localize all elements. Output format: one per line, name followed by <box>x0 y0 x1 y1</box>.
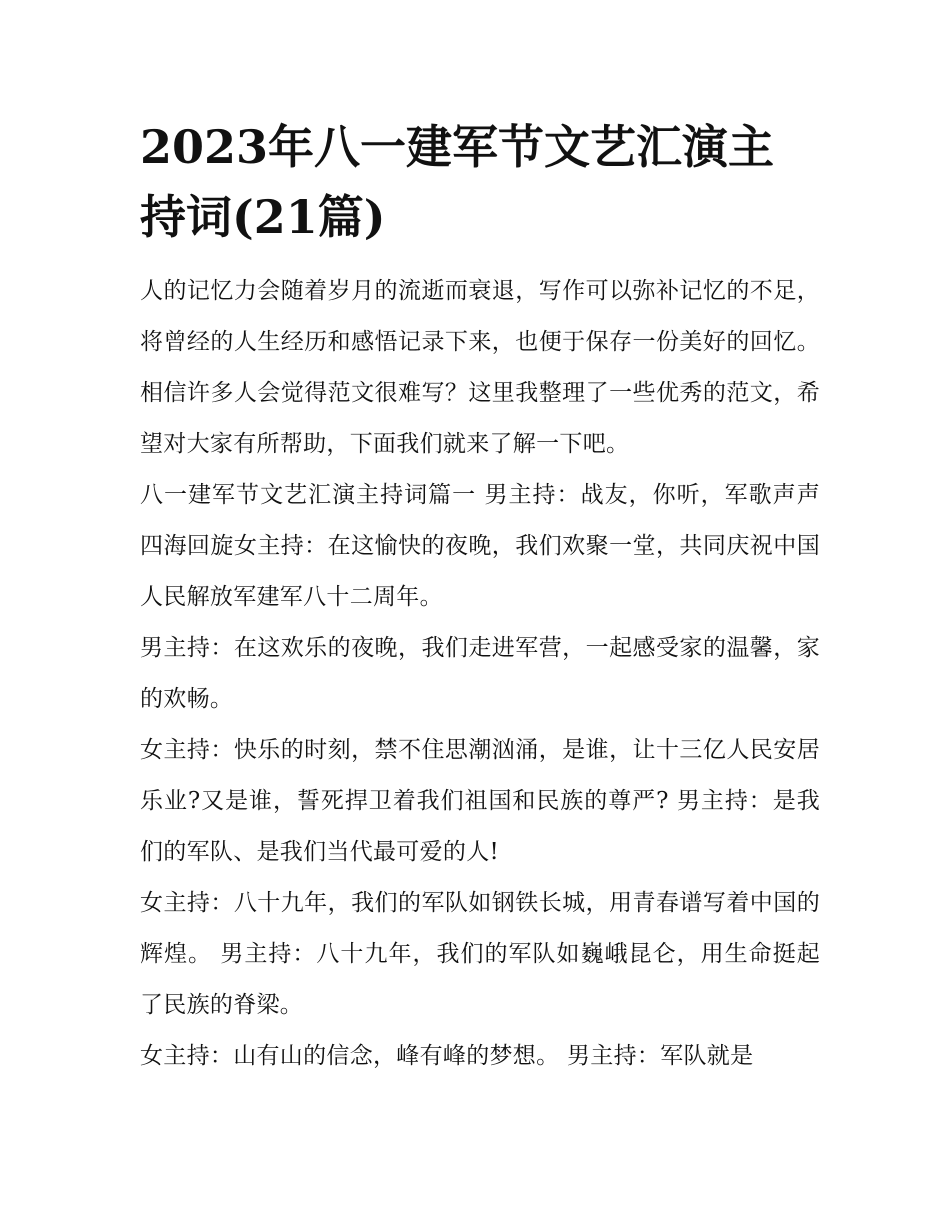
paragraph-5: 女主持：山有山的信念，峰有峰的梦想。 男主持：军队就是 <box>140 1043 754 1069</box>
paragraph-1: 八一建军节文艺汇演主持词篇一 男主持：战友，你听，军歌声声四海回旋女主持：在这愉快的夜晚，我们欢聚一堂，共同庆祝中国人民解放军建军八十二周年。 <box>140 482 820 610</box>
paragraph-4: 女主持：八十九年，我们的军队如钢铁长城，用青春谱写着中国的辉煌。 男主持：八十九年，我们的军队如巍峨昆仑，用生命挺起了民族的脊梁。 <box>140 890 820 1018</box>
paragraph-2: 男主持：在这欢乐的夜晚，我们走进军营，一起感受家的温馨，家的欢畅。 <box>140 635 820 712</box>
paragraph-intro: 人的记忆力会随着岁月的流逝而衰退，写作可以弥补记忆的不足，将曾经的人生经历和感悟记录下来，也便于保存一份美好的回忆。相信许多人会觉得范文很难写？这里我整理了一些优秀的范文，希望对大家有所帮助，下面我们就来了解一下吧。 <box>140 278 820 457</box>
document-page <box>140 112 820 1082</box>
paragraph-3: 女主持：快乐的时刻，禁不住思潮汹涌，是谁，让十三亿人民安居乐业?又是谁，誓死捍卫着我们祖国和民族的尊严? 男主持：是我们的军队、是我们当代最可爱的人! <box>140 737 820 865</box>
document-title: 2023年八一建军节文艺汇演主持词(21篇) <box>140 120 775 244</box>
